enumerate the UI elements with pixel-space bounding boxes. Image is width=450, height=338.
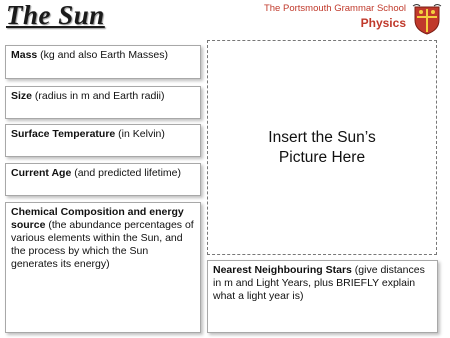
age-heading: Current Age (11, 167, 72, 179)
school-name: The Portsmouth Grammar School (263, 3, 406, 14)
subject-label: Physics (360, 16, 406, 30)
temperature-heading: Surface Temperature (11, 128, 116, 140)
age-detail: (and predicted lifetime) (71, 167, 182, 179)
composition-heading: Chemical Composition and energy source (11, 206, 184, 231)
composition-detail: (the abundance percentages of various elements within the Sun, and the process by which the Sun generates its energy) (11, 219, 194, 270)
mass-heading: Mass (11, 49, 38, 61)
mass-detail: (kg and also Earth Masses) (37, 49, 168, 61)
size-heading: Size (11, 90, 33, 102)
picture-line-2: Picture Here (278, 149, 366, 166)
stars-detail: (give distances in m and Light Years, plus BRIEFLY explain what a light year is) (213, 264, 425, 302)
picture-placeholder[interactable] (207, 40, 437, 255)
age-box (5, 163, 201, 196)
picture-line-1: Insert the Sun’s (268, 129, 376, 146)
size-box (5, 86, 201, 119)
stars-heading: Nearest Neighbouring Stars (213, 264, 352, 276)
stars-box (207, 260, 438, 333)
mass-box (5, 45, 201, 79)
picture-placeholder-text (208, 128, 436, 168)
composition-box (5, 202, 201, 333)
temperature-detail: (in Kelvin) (115, 128, 165, 140)
size-detail: (radius in m and Earth radii) (32, 90, 165, 102)
page-title: The Sun (6, 0, 105, 30)
temperature-box (5, 124, 201, 157)
school-crest-icon (411, 3, 443, 36)
